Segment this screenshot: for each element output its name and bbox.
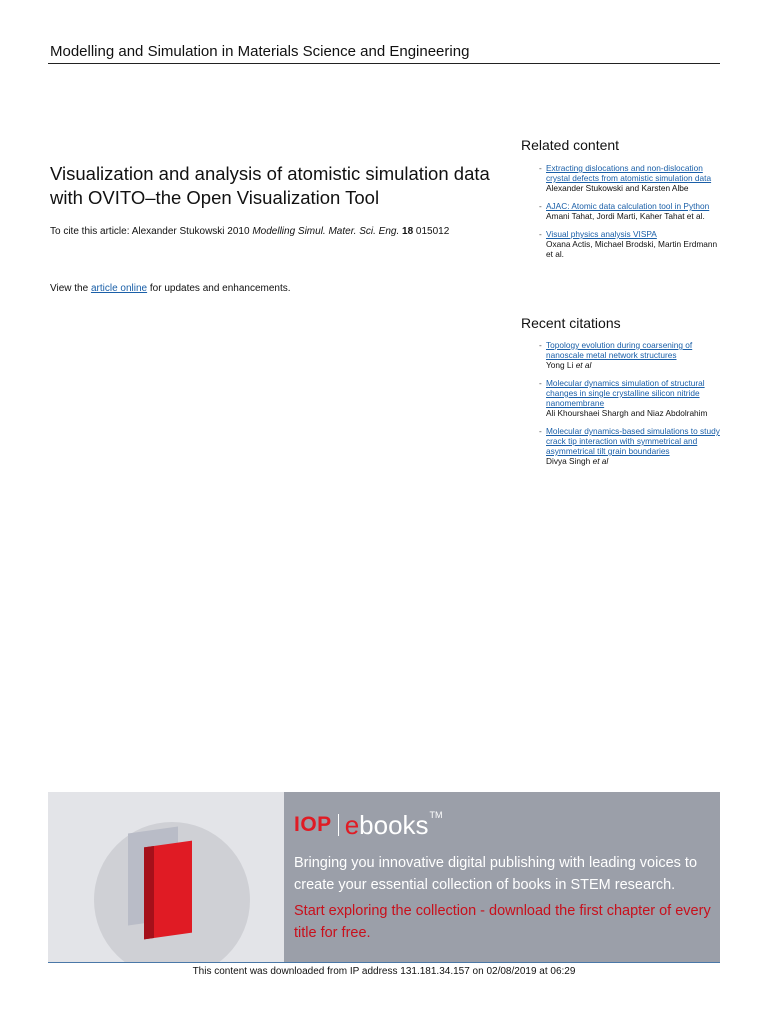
citation-link[interactable]: Molecular dynamics simulation of structural changes in single crystalline silicon nitride nanomembrane: [546, 378, 705, 408]
logo-books: books: [359, 809, 429, 840]
related-authors: Oxana Actis, Michael Brodski, Martin Erdmann et al.: [546, 239, 718, 259]
bullet-dash: -: [539, 163, 542, 173]
related-item: [539, 201, 721, 221]
related-link[interactable]: Visual physics analysis VISPA: [546, 229, 657, 239]
article-online-link[interactable]: article online: [90, 283, 148, 294]
citation-item: [539, 378, 721, 418]
citation-item: [539, 340, 721, 370]
journal-name: Modelling and Simulation in Materials Science and Engineering: [50, 43, 470, 60]
citation-link[interactable]: Topology evolution during coarsening of nanoscale metal network structures: [546, 340, 693, 360]
view-online-line: [50, 283, 291, 294]
related-item: [539, 163, 721, 193]
citation-author-names: Ali Khourshaei Shargh and Niaz Abdolrahim: [546, 408, 708, 418]
bullet-dash: -: [539, 201, 542, 211]
bullet-dash: -: [539, 340, 542, 350]
banner-call-to-action[interactable]: Start exploring the collection - download the first chapter of every title for free.: [294, 903, 711, 941]
red-book-spine: [144, 846, 154, 939]
iop-ebooks-banner[interactable]: [48, 792, 720, 962]
iop-ebooks-logo: [294, 810, 443, 840]
related-item: [539, 229, 721, 259]
logo-separator: [338, 814, 339, 836]
logo-trademark: TM: [429, 810, 443, 820]
red-book-graphic: [144, 841, 192, 940]
related-authors: Alexander Stukowski and Karsten Albe: [546, 183, 689, 193]
citation-volume: 18: [402, 226, 414, 237]
related-link[interactable]: AJAC: Atomic data calculation tool in Python: [546, 201, 710, 211]
citation-etal: et al: [590, 456, 609, 466]
citation-authors: [546, 360, 721, 370]
recent-citations-list: [539, 340, 721, 474]
banner-graphic: [48, 792, 284, 962]
related-link[interactable]: Extracting dislocations and non-dislocation crystal defects from atomistic simulation data: [546, 163, 712, 183]
citation-authors: [546, 456, 721, 466]
footer-rule: [48, 962, 720, 963]
related-authors: Amani Tahat, Jordi Marti, Kaher Tahat et al.: [546, 211, 705, 221]
citation-etal: et al: [573, 360, 592, 370]
recent-citations-heading: Recent citations: [521, 315, 621, 331]
bullet-dash: -: [539, 426, 542, 436]
bullet-dash: -: [539, 378, 542, 388]
logo-iop: IOP: [294, 813, 332, 836]
citation-author-names: Divya Singh: [546, 456, 591, 466]
citation-item: [539, 426, 721, 466]
download-footer: This content was downloaded from IP address 131.181.34.157 on 02/08/2019 at 06:29: [192, 966, 576, 977]
banner-content: [284, 792, 720, 962]
citation-journal: Modelling Simul. Mater. Sci. Eng.: [252, 226, 400, 237]
view-before: View the: [50, 283, 91, 294]
header-rule: [48, 63, 720, 64]
citation-authors: [546, 408, 721, 418]
citation-line: [50, 226, 449, 237]
citation-prefix: To cite this article: Alexander Stukowski 2010: [50, 226, 253, 237]
related-content-list: [539, 163, 721, 267]
citation-link[interactable]: Molecular dynamics-based simulations to study crack tip interaction with symmetrical and asymmetrical tilt grain boundaries: [546, 426, 720, 456]
view-after: for updates and enhancements.: [147, 283, 291, 294]
citation-author-names: Yong Li: [546, 360, 574, 370]
bullet-dash: -: [539, 229, 542, 239]
article-title: Visualization and analysis of atomistic simulation data with OVITO–the Open Visualization Tool: [50, 163, 490, 208]
citation-article-number: 015012: [413, 226, 450, 237]
banner-tagline: Bringing you innovative digital publishing with leading voices to create your essential collection of books in STEM research.: [294, 855, 698, 893]
logo-e: e: [344, 809, 360, 840]
related-content-heading: Related content: [521, 137, 620, 153]
